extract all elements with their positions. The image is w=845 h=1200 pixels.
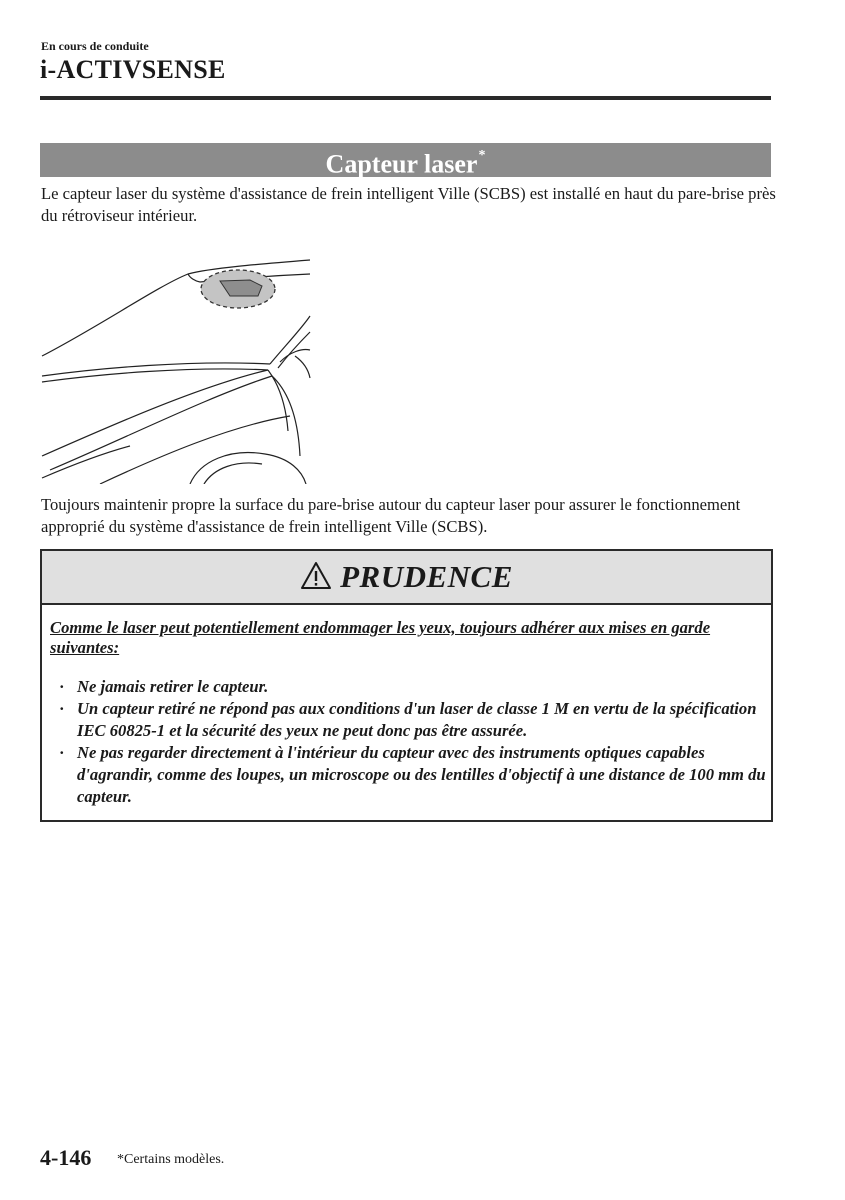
bullet-marker: ·	[59, 699, 65, 718]
bullet-marker: ·	[59, 743, 65, 762]
title-divider	[40, 96, 771, 100]
section-footnote-marker: *	[478, 148, 486, 163]
maintenance-paragraph: Toujours maintenir propre la surface du pare-brise autour du capteur laser pour assurer le fonctionnement approprié du système d'assistance de frein intelligent Ville (SCBS).	[41, 495, 741, 536]
intro-paragraph: Le capteur laser du système d'assistance de frein intelligent Ville (SCBS) est installé en haut du pare-brise près du rétroviseur intérieur.	[41, 184, 776, 225]
caution-item	[50, 676, 766, 698]
warning-triangle-icon	[300, 561, 332, 591]
footnote: *Certains modèles.	[117, 1152, 225, 1167]
caution-list	[50, 676, 766, 808]
page-number: 4-146	[40, 1145, 92, 1170]
section-title: Capteur laser	[325, 149, 478, 179]
caution-box	[40, 549, 773, 822]
caution-intro: Comme le laser peut potentiellement endommager les yeux, toujours adhérer aux mises en garde suivantes:	[50, 618, 711, 657]
caution-item-text: Ne pas regarder directement à l'intérieur du capteur avec des instruments optiques capables d'agrandir, comme des loupes, un microscope ou des lentilles d'objectif à une distance de 100 mm du capteur.	[77, 743, 766, 806]
caution-item	[50, 742, 766, 808]
bullet-marker: ·	[59, 677, 65, 696]
caution-item-text: Ne jamais retirer le capteur.	[77, 677, 269, 696]
section-heading	[40, 143, 771, 177]
caution-title: PRUDENCE	[340, 559, 513, 594]
caution-item-text: Un capteur retiré ne répond pas aux conditions d'un laser de classe 1 M en vertu de la spécification IEC 60825-1 et la sécurité des yeux ne peut donc pas être assurée.	[77, 699, 757, 740]
car-windshield-laser-sensor-illustration	[40, 256, 312, 484]
breadcrumb: En cours de conduite	[41, 39, 149, 53]
page-title: i-ACTIVSENSE	[40, 55, 226, 84]
caution-header	[42, 551, 771, 605]
caution-item	[50, 698, 766, 742]
